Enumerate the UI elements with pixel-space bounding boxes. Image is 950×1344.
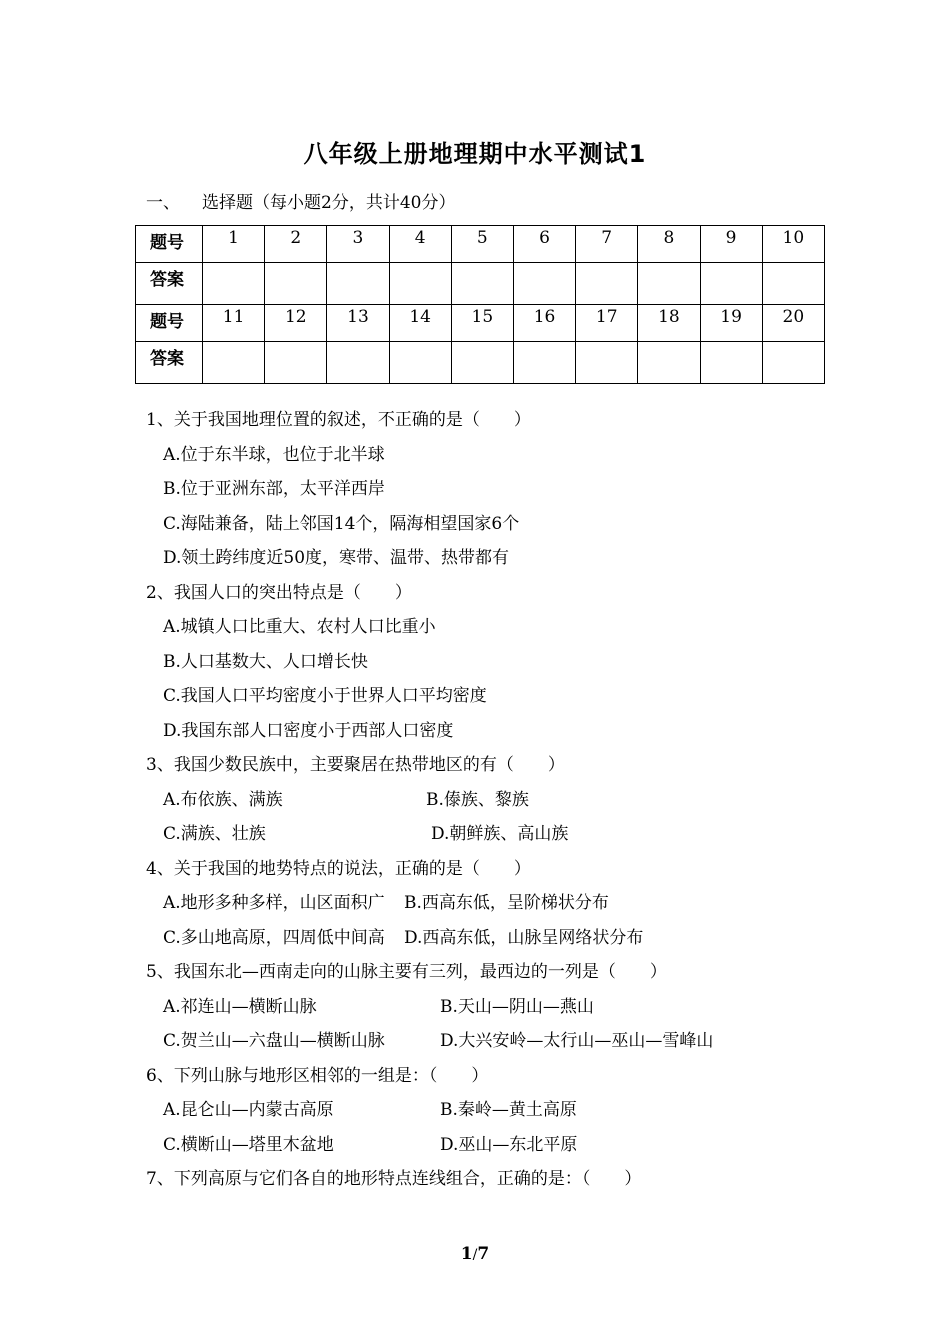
- answer-cell[interactable]: [638, 342, 700, 384]
- question-6-option-b: B.秦岭—黄土高原: [440, 1100, 577, 1120]
- answer-cell[interactable]: [265, 263, 327, 305]
- table-head-label: 题号: [136, 226, 203, 263]
- answer-cell[interactable]: [265, 342, 327, 384]
- document-title: 八年级上册地理期中水平测试1: [303, 140, 647, 168]
- question-6-option-d: D.巫山—东北平原: [440, 1135, 578, 1155]
- question-5-stem: 5、我国东北—西南走向的山脉主要有三列，最西边的一列是（ ）: [146, 962, 667, 982]
- answer-cell[interactable]: [762, 263, 824, 305]
- question-1-option-d: D.领土跨纬度近50度，寒带、温带、热带都有: [163, 548, 510, 568]
- section-heading: [146, 188, 455, 213]
- table-cell: 12: [265, 305, 327, 342]
- question-3-option-b: B.傣族、黎族: [426, 790, 529, 810]
- table-cell: 17: [576, 305, 638, 342]
- answer-cell[interactable]: [389, 342, 451, 384]
- answer-table: [135, 225, 825, 384]
- question-2-option-a: A.城镇人口比重大、农村人口比重小: [163, 617, 436, 637]
- answer-cell[interactable]: [513, 263, 575, 305]
- question-6-option-a: A.昆仑山—内蒙古高原: [163, 1100, 334, 1120]
- table-cell: 11: [203, 305, 265, 342]
- question-4-option-a: A.地形多种多样，山区面积广: [163, 893, 385, 913]
- table-cell: 9: [700, 226, 762, 263]
- question-5-option-c: C.贺兰山—六盘山—横断山脉: [163, 1031, 385, 1051]
- question-2-option-d: D.我国东部人口密度小于西部人口密度: [163, 721, 454, 741]
- question-1-stem: 1、关于我国地理位置的叙述，不正确的是（ ）: [146, 410, 531, 430]
- table-row-answers-1: [136, 263, 825, 305]
- answer-cell[interactable]: [700, 263, 762, 305]
- table-cell: 5: [451, 226, 513, 263]
- table-cell: 3: [327, 226, 389, 263]
- question-1-option-a: A.位于东半球，也位于北半球: [163, 445, 385, 465]
- question-3-stem: 3、我国少数民族中，主要聚居在热带地区的有（ ）: [146, 755, 565, 775]
- answer-cell[interactable]: [576, 263, 638, 305]
- question-2-option-b: B.人口基数大、人口增长快: [163, 652, 368, 672]
- answer-cell[interactable]: [203, 263, 265, 305]
- answer-cell[interactable]: [762, 342, 824, 384]
- question-5-option-d: D.大兴安岭—太行山—巫山—雪峰山: [440, 1031, 714, 1051]
- table-answer-label: 答案: [136, 342, 203, 384]
- table-cell: 14: [389, 305, 451, 342]
- page-current: 1: [460, 1244, 473, 1264]
- question-1-option-c: C.海陆兼备，陆上邻国14个，隔海相望国家6个: [163, 514, 520, 534]
- table-cell: 19: [700, 305, 762, 342]
- table-cell: 2: [265, 226, 327, 263]
- table-answer-label: 答案: [136, 263, 203, 305]
- page-total: 7: [477, 1244, 490, 1264]
- table-cell: 16: [513, 305, 575, 342]
- table-cell: 7: [576, 226, 638, 263]
- section-text: 选择题（每小题2分，共计40分）: [202, 193, 456, 213]
- table-cell: 4: [389, 226, 451, 263]
- answer-cell[interactable]: [576, 342, 638, 384]
- question-3-option-c: C.满族、壮族: [163, 824, 266, 844]
- table-cell: 10: [762, 226, 824, 263]
- page-separator: /: [472, 1247, 478, 1263]
- question-6-option-c: C.横断山—塔里木盆地: [163, 1135, 334, 1155]
- table-cell: 6: [513, 226, 575, 263]
- answer-cell[interactable]: [327, 342, 389, 384]
- question-4-option-d: D.西高东低，山脉呈网络状分布: [404, 928, 644, 948]
- question-4-option-b: B.西高东低，呈阶梯状分布: [404, 893, 609, 913]
- question-5-option-a: A.祁连山—横断山脉: [163, 997, 317, 1017]
- answer-cell[interactable]: [203, 342, 265, 384]
- table-cell: 15: [451, 305, 513, 342]
- question-7-stem: 7、下列高原与它们各自的地形特点连线组合，正确的是：（ ）: [146, 1169, 642, 1189]
- table-row-answers-2: [136, 342, 825, 384]
- page-number: [0, 1244, 950, 1264]
- answer-cell[interactable]: [327, 263, 389, 305]
- question-2-option-c: C.我国人口平均密度小于世界人口平均密度: [163, 686, 487, 706]
- table-cell: 20: [762, 305, 824, 342]
- table-head-label: 题号: [136, 305, 203, 342]
- answer-cell[interactable]: [389, 263, 451, 305]
- question-4-stem: 4、关于我国的地势特点的说法，正确的是（ ）: [146, 859, 531, 879]
- answer-cell[interactable]: [451, 342, 513, 384]
- question-5-option-b: B.天山—阴山—燕山: [440, 997, 594, 1017]
- question-3-option-a: A.布依族、满族: [163, 790, 283, 810]
- question-2-stem: 2、我国人口的突出特点是（ ）: [146, 583, 412, 603]
- question-6-stem: 6、下列山脉与地形区相邻的一组是：（ ）: [146, 1066, 489, 1086]
- answer-cell[interactable]: [638, 263, 700, 305]
- table-row-numbers-1: [136, 226, 825, 263]
- answer-cell[interactable]: [513, 342, 575, 384]
- section-number: 一、: [146, 193, 180, 213]
- table-cell: 8: [638, 226, 700, 263]
- table-cell: 18: [638, 305, 700, 342]
- answer-cell[interactable]: [451, 263, 513, 305]
- question-3-option-d: D.朝鲜族、高山族: [431, 824, 569, 844]
- question-1-option-b: B.位于亚洲东部，太平洋西岸: [163, 479, 385, 499]
- question-4-option-c: C.多山地高原，四周低中间高: [163, 928, 385, 948]
- answer-cell[interactable]: [700, 342, 762, 384]
- table-cell: 1: [203, 226, 265, 263]
- table-cell: 13: [327, 305, 389, 342]
- table-row-numbers-2: [136, 305, 825, 342]
